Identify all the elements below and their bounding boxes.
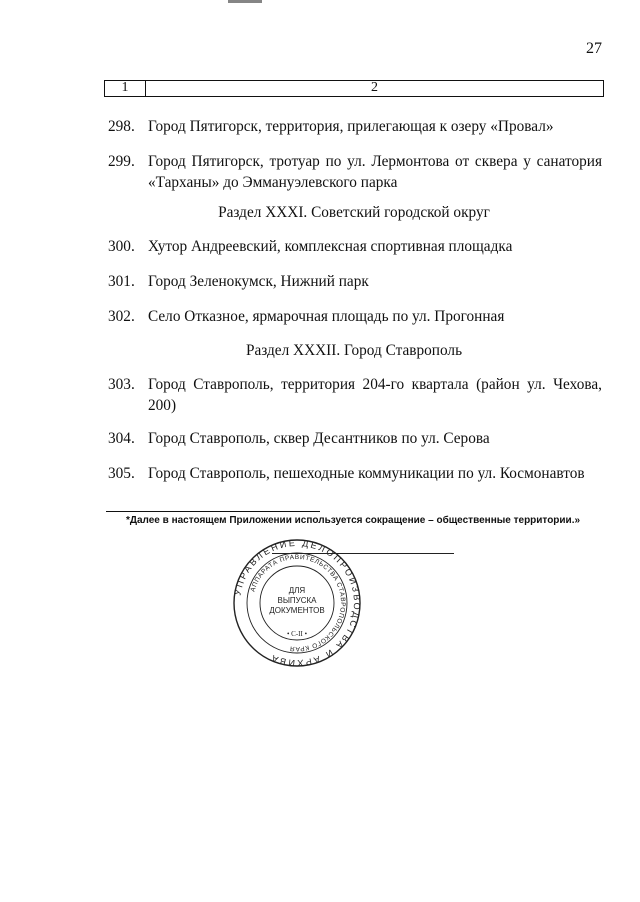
item-text: Город Зеленокумск, Нижний парк xyxy=(148,273,369,290)
item-text: Город Ставрополь, сквер Десантников по ул. Серова xyxy=(148,430,490,447)
section-heading: Раздел XXXI. Советский городской округ xyxy=(218,204,490,221)
stamp-code: • С-II • xyxy=(286,630,308,638)
item-number: 299. xyxy=(108,153,135,170)
item-number: 302. xyxy=(108,308,135,325)
section-heading: Раздел XXXII. Город Ставрополь xyxy=(245,342,463,359)
list-item xyxy=(108,463,602,484)
stamp-inner-text: АППАРАТА ПРАВИТЕЛЬСТВА СТАВРОПОЛЬСКОГО КРАЯ xyxy=(249,553,347,653)
list-item xyxy=(108,374,602,416)
list-item xyxy=(108,428,602,449)
list-item xyxy=(108,116,602,137)
page-number: 27 xyxy=(586,40,602,57)
official-stamp xyxy=(232,538,362,668)
item-number: 301. xyxy=(108,273,135,290)
column-header-1: 1 xyxy=(105,81,146,96)
footnote-separator xyxy=(106,511,320,512)
stamp-center-line-2: ВЫПУСКА xyxy=(277,596,317,605)
item-number: 300. xyxy=(108,238,135,255)
stamp-center-line-3: ДОКУМЕНТОВ xyxy=(269,606,325,615)
item-text: Город Пятигорск, тротуар по ул. Лермонтова от сквера у санатория «Тарханы» до Эммануэлевского парка xyxy=(148,153,602,191)
item-text: Хутор Андреевский, комплексная спортивная площадка xyxy=(148,238,513,255)
column-header-2: 2 xyxy=(371,80,378,95)
list-item xyxy=(108,151,602,193)
list-item xyxy=(108,306,602,327)
list-item xyxy=(108,236,602,257)
stamp-center-line-1: ДЛЯ xyxy=(288,586,306,595)
stamp-outer-text: УПРАВЛЕНИЕ ДЕЛОПРОИЗВОДСТВА И АРХИВА xyxy=(232,538,362,668)
item-number: 303. xyxy=(108,376,135,393)
item-number: 305. xyxy=(108,465,135,482)
list-item xyxy=(108,271,602,292)
item-text: Город Ставрополь, пешеходные коммуникации по ул. Космонавтов xyxy=(148,465,585,482)
item-text: Город Ставрополь, территория 204-го квартала (район ул. Чехова, 200) xyxy=(148,376,602,414)
item-number: 304. xyxy=(108,430,135,447)
item-text: Город Пятигорск, территория, прилегающая к озеру «Провал» xyxy=(148,118,554,135)
item-text: Село Отказное, ярмарочная площадь по ул. Прогонная xyxy=(148,308,505,325)
footnote: *Далее в настоящем Приложении используется сокращение – общественные территории.» xyxy=(125,515,581,526)
scan-mark xyxy=(228,0,262,3)
column-header-row xyxy=(104,80,604,97)
item-number: 298. xyxy=(108,118,135,135)
